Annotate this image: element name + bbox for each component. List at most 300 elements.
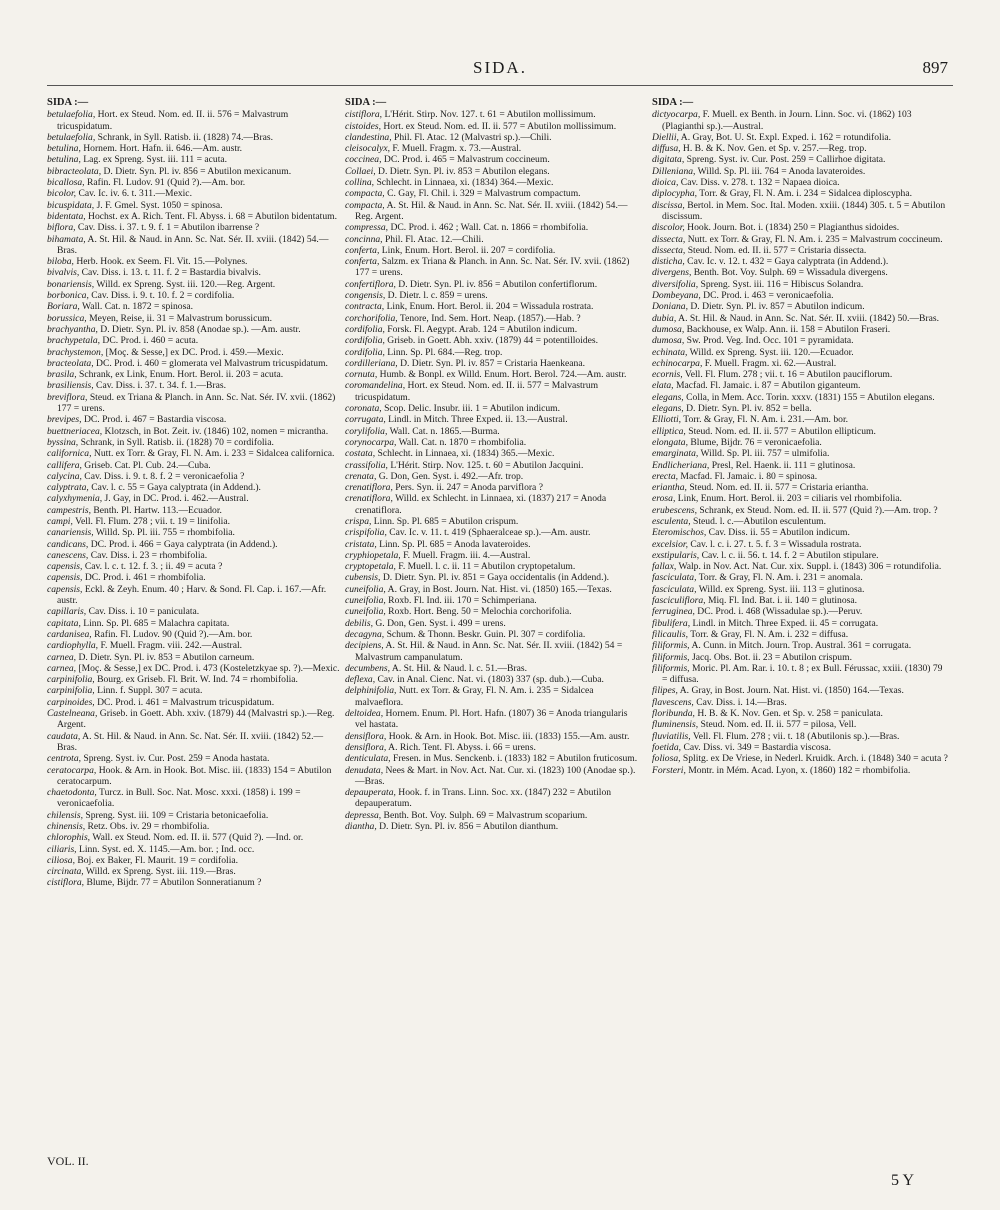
column-3: [652, 97, 948, 776]
index-entry: [47, 437, 343, 448]
entry-citation: Spreng. Syst. iv. Cur. Post. 259 = Callirhoe digitata.: [684, 154, 886, 166]
entry-citation: Willd. ex Spreng. Syst. iii. 113 = glutinosa.: [696, 583, 865, 595]
index-entry: [47, 426, 343, 437]
entry-citation: Linn. Sp. Pl. 685 = Anoda lavateroides.: [376, 538, 531, 550]
species-epithet: cordilleriana,: [345, 357, 398, 369]
index-entry: [345, 414, 641, 425]
species-epithet: chinensis,: [47, 821, 86, 832]
entry-citation: A. St. Hil. & Naud. in Ann. Sc. Nat. Sér. II. xviii. (1842) 54.—Reg. Argent.: [355, 199, 628, 222]
index-entry: [652, 437, 948, 448]
index-entry: [652, 177, 948, 188]
entry-citation: D. Dietr. l. c. 859 = urens.: [385, 290, 488, 302]
index-entry: [652, 143, 948, 154]
species-epithet: depressa,: [345, 809, 382, 821]
entry-citation: Roxb. Fl. Ind. iii. 170 = Schimperiana.: [385, 595, 537, 607]
index-entry: [47, 685, 343, 696]
species-epithet: cardanisea,: [47, 628, 92, 640]
entry-citation: Montr. in Mém. Acad. Lyon, x. (1860) 182 = rhombifolia.: [685, 764, 911, 776]
entry-citation: J. F. Gmel. Syst. 1050 = spinosa.: [94, 199, 223, 211]
index-entry: [652, 358, 948, 369]
entry-citation: Meyen, Reise, ii. 31 = Malvastrum borussicum.: [86, 312, 272, 324]
index-entry: [345, 640, 641, 663]
entry-citation: D. Dietr. Syn. Pl. iv. 856 = Abutilon dianthum.: [376, 821, 559, 832]
species-epithet: filicaulis,: [652, 628, 688, 640]
page-number: 897: [922, 58, 948, 77]
index-entry: [345, 753, 641, 764]
entry-citation: Sw. Prod. Veg. Ind. Occ. 101 = pyramidata.: [684, 335, 854, 347]
entry-citation: Bertol. in Mem. Soc. Ital. Moden. xxiii. (1844) 305. t. 5 = Abutilon discissum.: [662, 199, 946, 222]
species-epithet: ceratocarpa,: [47, 764, 97, 776]
entry-citation: Rafin. Fl. Ludov. 91 (Quid ?).—Am. bor.: [84, 177, 246, 189]
index-entry: [652, 245, 948, 256]
entry-citation: DC. Prod. i. 461 = rhombifolia.: [82, 572, 206, 584]
index-entry: [345, 335, 641, 346]
index-entry: [652, 505, 948, 516]
index-entry: [47, 256, 343, 267]
species-epithet: erosa,: [652, 493, 676, 505]
species-epithet: Diellii,: [652, 131, 679, 143]
species-epithet: crispifolia,: [345, 527, 387, 539]
index-entry: [345, 516, 641, 527]
entry-citation: Cav. l. c. i. 27. t. 5. f. 3 = Wissadula rostrata.: [687, 538, 862, 550]
entry-citation: Scop. Delic. Insubr. iii. 1 = Abutilon indicum.: [381, 403, 561, 415]
species-epithet: Collaei,: [345, 165, 376, 177]
index-entry: [345, 437, 641, 448]
species-epithet: corrugata,: [345, 414, 386, 426]
index-entry: [652, 753, 948, 764]
entry-citation: Colla, in Mem. Acc. Torin. xxxv. (1831) 155 = Abutilon elegans.: [683, 391, 935, 403]
index-entry: [345, 290, 641, 301]
index-entry: [652, 369, 948, 380]
entry-citation: Schum. & Thonn. Beskr. Guin. Pl. 307 = cordifolia.: [384, 628, 586, 640]
index-entry: [47, 753, 343, 764]
index-entry: [345, 561, 641, 572]
species-epithet: esculenta,: [652, 515, 691, 527]
entry-citation: Willd. Sp. Pl. iii. 764 = Anoda lavateroides.: [695, 165, 866, 177]
species-epithet: fluminensis,: [652, 719, 699, 731]
index-entry: [47, 222, 343, 233]
entry-citation: [Moç. & Sesse,] ex DC. Prod. i. 459.—Mexic.: [103, 346, 284, 358]
entry-citation: Humb. & Bonpl. ex Willd. Enum. Hort. Berol. 724.—Am. austr.: [377, 369, 627, 381]
entry-citation: DC. Prod. i. 463 = veronicaefolia.: [700, 290, 834, 302]
species-epithet: breviflora,: [47, 391, 88, 403]
index-entry: [47, 211, 343, 222]
species-epithet: cornuta,: [345, 369, 378, 381]
entry-citation: Miq. Fl. Ind. Bat. i. ii. 140 = glutinosa.: [705, 595, 858, 607]
species-epithet: clandestina,: [345, 131, 392, 143]
entry-citation: Hort. ex Steud. Nom. ed. II. ii. 577 = Malvastrum tricuspidatum.: [355, 380, 599, 403]
index-entry: [345, 765, 641, 788]
species-epithet: costata,: [345, 448, 376, 460]
entry-citation: DC. Prod. i. 467 = Bastardia viscosa.: [81, 414, 227, 426]
species-epithet: biloba,: [47, 256, 74, 268]
species-epithet: carpinoides,: [47, 696, 95, 708]
species-epithet: cryphiopetala,: [345, 549, 401, 561]
species-epithet: circinata,: [47, 866, 84, 878]
entry-citation: Lag. ex Spreng. Syst. iii. 111 = acuta.: [80, 154, 228, 166]
entry-citation: D. Dietr. Syn. Pl. iv. 858 (Anodae sp.). —Am. austr.: [97, 323, 301, 335]
species-epithet: capensis,: [47, 583, 83, 595]
index-entry: [345, 595, 641, 606]
index-entry: [652, 572, 948, 583]
species-epithet: filiformis,: [652, 640, 690, 652]
entry-citation: Roxb. Hort. Beng. 50 = Melochia corchorifolia.: [385, 606, 572, 618]
species-epithet: diantha,: [345, 821, 377, 832]
index-entry: [47, 188, 343, 199]
index-entry: [345, 324, 641, 335]
entry-citation: Willd. ex Spreng. Syst. iii. 119.—Bras.: [83, 866, 236, 878]
species-epithet: coronata,: [345, 403, 382, 415]
entry-citation: Hochst. ex A. Rich. Tent. Fl. Abyss. i. 68 = Abutilon bidentatum.: [85, 210, 337, 222]
index-entry: [47, 731, 343, 754]
index-entry: [652, 708, 948, 719]
species-epithet: elliptica,: [652, 425, 686, 437]
entry-citation: Fresen. in Mus. Senckenb. i. (1833) 182 = Abutilon fruticosum.: [390, 753, 638, 765]
species-epithet: corynocarpa,: [345, 436, 397, 448]
entry-citation: Wall. ex Steud. Nom. ed. II. ii. 577 (Quid ?). —Ind. or.: [90, 832, 304, 844]
species-epithet: filiformis,: [652, 651, 690, 663]
index-entry: [652, 166, 948, 177]
species-epithet: diversifolia,: [652, 278, 699, 290]
index-entry: [345, 810, 641, 821]
species-epithet: erubescens,: [652, 504, 698, 516]
entry-citation: Phil. Fl. Atac. 12 (Malvastri sp.).—Chili.: [391, 131, 552, 143]
entry-citation: DC. Prod. i. 460 = glomerata vel Malvastrum tricuspidatum.: [93, 357, 328, 369]
species-epithet: filipes,: [652, 685, 678, 697]
species-epithet: cuneifolia,: [345, 606, 386, 618]
index-entry: [345, 618, 641, 629]
entry-citation: H. B. & K. Nov. Gen. et Sp. v. 258 = paniculata.: [694, 708, 883, 720]
entry-citation: Wall. Cat. n. 1865.—Burma.: [387, 425, 500, 437]
index-entry: [345, 448, 641, 459]
species-epithet: delphinifolia,: [345, 685, 397, 697]
entry-citation: Benth. Bot. Voy. Sulph. 69 = Malvastrum scoparium.: [381, 809, 588, 821]
species-epithet: canescens,: [47, 549, 89, 561]
index-entry: [345, 222, 641, 233]
index-entry: [47, 392, 343, 415]
entry-citation: Vell. Fl. Flum. 278 ; vii. t. 16 = Abutilon pauciflorum.: [682, 369, 893, 381]
species-epithet: emarginata,: [652, 448, 699, 460]
index-entry: [47, 527, 343, 538]
entry-citation: Benth. Pl. Hartw. 113.—Ecuador.: [90, 504, 222, 516]
index-entry: [345, 629, 641, 640]
species-epithet: ecornis,: [652, 369, 683, 381]
species-epithet: diffusa,: [652, 143, 681, 155]
index-entry: [652, 109, 948, 132]
species-epithet: ciliaris,: [47, 843, 77, 855]
entry-citation: Hort. ex Steud. Nom. ed. II. ii. 576 = Malvastrum tricuspidatum.: [57, 109, 289, 132]
species-epithet: Forsteri,: [652, 764, 686, 776]
entry-citation: Torr. & Gray, Fl. N. Am. i. 231 = anomala.: [696, 572, 863, 584]
species-epithet: Endlicheriana,: [652, 459, 710, 471]
entry-citation: A. St. Hil. & Naud. in Ann. Sc. Nat. Sér. II. xviii. (1842) 54.—Bras.: [57, 233, 329, 256]
index-entry: [47, 866, 343, 877]
entry-citation: Hook. f. in Trans. Linn. Soc. xx. (1847) 232 = Abutilon depauperatum.: [355, 787, 612, 810]
entry-citation: Turcz. in Bull. Soc. Nat. Mosc. xxxi. (1858) i. 199 = veronicaefolia.: [57, 787, 301, 810]
species-epithet: betulaefolia,: [47, 109, 96, 121]
index-entry: [652, 267, 948, 278]
entry-citation: A. Rich. Tent. Fl. Abyss. i. 66 = urens.: [386, 741, 536, 753]
index-entry: [47, 369, 343, 380]
species-epithet: cuneifolia,: [345, 595, 386, 607]
index-entry: [345, 708, 641, 731]
entry-citation: Hornem. Hort. Hafn. ii. 646.—Am. austr.: [80, 143, 243, 155]
index-entry: [652, 618, 948, 629]
species-epithet: carpinifolia,: [47, 685, 95, 697]
entry-citation: Splitg. ex De Vriese, in Nederl. Kruidk. Arch. i. (1848) 340 = acuta ?: [680, 753, 948, 765]
species-epithet: fasciculata,: [652, 572, 697, 584]
species-epithet: campestris,: [47, 504, 91, 516]
index-entry: [47, 697, 343, 708]
entry-citation: Cav. Diss. ii. 55 = Abutilon indicum.: [706, 527, 850, 539]
species-epithet: discissa,: [652, 199, 685, 211]
entry-citation: Vell. Fl. Flum. 278 ; vii. t. 18 (Abutilonis sp.).—Bras.: [690, 730, 900, 742]
entry-citation: Nutt. ex Torr. & Gray, Fl. N. Am. i. 235 = Malvastrum coccineum.: [685, 233, 943, 245]
index-entry: [652, 685, 948, 696]
index-entry: [652, 380, 948, 391]
column-heading: SIDA :—: [345, 97, 387, 108]
entry-citation: Steud. l. c.—Abutilon esculentum.: [690, 515, 827, 527]
index-entry: [345, 584, 641, 595]
species-epithet: coromandelina,: [345, 380, 406, 392]
entry-citation: Cav. Ic. v. 11. t. 419 (Sphaeralceae sp.).—Am. austr.: [386, 527, 591, 539]
column-2: [345, 97, 641, 832]
index-entry: [652, 606, 948, 617]
entry-citation: Torr. & Gray, Fl. N. Am. i. 231.—Am. bor.: [681, 414, 849, 426]
entry-citation: F. Muell. ex Benth. in Journ. Linn. Soc. vi. (1862) 103 (Plagianthi sp.).—Austral.: [662, 109, 912, 132]
entry-citation: Klotzsch, in Bot. Zeit. iv. (1846) 102, nomen = micrantha.: [102, 425, 329, 437]
entry-citation: Boj. ex Baker, Fl. Maurit. 19 = cordifolia.: [74, 854, 239, 866]
index-entry: [47, 539, 343, 550]
species-epithet: callifera,: [47, 459, 82, 471]
index-entry: [652, 392, 948, 403]
species-epithet: Castelneana,: [47, 708, 98, 720]
index-entry: [345, 493, 641, 516]
index-entry: [652, 482, 948, 493]
index-entry: [345, 403, 641, 414]
index-entry: [47, 877, 343, 888]
species-epithet: bicallosa,: [47, 177, 85, 189]
species-epithet: foliosa,: [652, 753, 681, 765]
species-epithet: fluviatilis,: [652, 730, 691, 742]
species-epithet: Boriara,: [47, 301, 80, 313]
index-entry: [652, 256, 948, 267]
species-epithet: crispa,: [345, 515, 372, 527]
index-entry: [47, 358, 343, 369]
index-entry: [47, 414, 343, 425]
index-entry: [652, 426, 948, 437]
species-epithet: erecta,: [652, 470, 679, 482]
entry-citation: A. St. Hil. & Naud. l. c. 51.—Bras.: [390, 662, 528, 674]
entry-citation: F. Muell. Fragm. x. 73.—Austral.: [390, 143, 522, 155]
entry-citation: Moric. Pl. Am. Rar. i. 10. t. 8 ; ex Bull. Férussac, xxiii. (1830) 79 = diffusa.: [662, 662, 943, 686]
entry-citation: Retz. Obs. iv. 29 = rhombifolia.: [85, 821, 210, 832]
index-entry: [652, 539, 948, 550]
entry-citation: Tenore, Ind. Sem. Hort. Neap. (1857).—Hab. ?: [397, 312, 581, 324]
species-epithet: crenatiflora,: [345, 493, 393, 505]
species-epithet: deflexa,: [345, 674, 376, 686]
entry-citation: Cav. Diss. i. 10 = paniculata.: [86, 606, 200, 618]
index-entry: [652, 403, 948, 414]
entry-citation: Hornem. Enum. Pl. Hort. Hafn. (1807) 36 = Anoda triangularis vel hastata.: [355, 708, 628, 731]
species-epithet: confertiflora,: [345, 278, 396, 290]
species-epithet: dictyocarpa,: [652, 109, 701, 121]
entry-citation: Blume, Bijdr. 77 = Abutilon Sonneratianum ?: [84, 877, 262, 889]
entry-citation: H. B. & K. Nov. Gen. et Sp. v. 257.—Reg. trop.: [680, 143, 867, 155]
species-epithet: corylifolia,: [345, 425, 388, 437]
species-epithet: capillaris,: [47, 606, 87, 618]
index-entry: [345, 132, 641, 143]
index-entry: [47, 109, 343, 132]
index-entry: [47, 640, 343, 651]
species-epithet: brachyantha,: [47, 323, 98, 335]
index-entry: [652, 335, 948, 346]
index-entry: [47, 448, 343, 459]
index-entry: [652, 471, 948, 482]
entry-citation: Willd. Sp. Pl. iii. 755 = rhombifolia.: [93, 527, 235, 539]
index-entry: [652, 324, 948, 335]
species-epithet: excelsior,: [652, 538, 688, 550]
index-entry: [47, 143, 343, 154]
entry-citation: Wall. Cat. n. 1870 = rhombifolia.: [396, 436, 527, 448]
entry-citation: G. Don, Gen. Syst. i. 492.—Afr. trop.: [376, 470, 524, 482]
column-heading: SIDA :—: [47, 97, 89, 108]
species-epithet: disticha,: [652, 256, 685, 268]
entry-citation: Hook. & Arn. in Hook. Bot. Misc. iii. (1833) 154 = Abutilon ceratocarpum.: [57, 764, 332, 787]
index-entry: [652, 584, 948, 595]
species-epithet: biflora,: [47, 222, 76, 234]
index-entry: [345, 550, 641, 561]
species-epithet: dissecta,: [652, 244, 686, 256]
entry-citation: Spreng. Syst. iv. Cur. Post. 259 = Anoda hastata.: [81, 753, 270, 765]
index-entry: [47, 505, 343, 516]
species-epithet: calyxhymenia,: [47, 493, 103, 505]
index-entry: [345, 787, 641, 810]
index-entry: [652, 222, 948, 233]
entry-citation: Willd. ex Schlecht. in Linnaea, xi. (1837) 217 = Anoda crenatiflora.: [355, 493, 607, 516]
entry-citation: J. Gay, in DC. Prod. i. 462.—Austral.: [102, 493, 249, 505]
entry-citation: Cav. l. c. t. 12. f. 3. ; ii. 49 = acuta ?: [82, 561, 223, 573]
volume-label: VOL. II.: [47, 1154, 89, 1168]
species-epithet: chlorophis,: [47, 832, 91, 844]
species-epithet: capensis,: [47, 561, 83, 573]
index-entry: [652, 460, 948, 471]
index-entry: [47, 855, 343, 866]
index-entry: [345, 347, 641, 358]
species-epithet: contracta,: [345, 301, 385, 313]
species-epithet: bonariensis,: [47, 278, 95, 290]
entry-citation: A. Cunn. in Mitch. Journ. Trop. Austral. 361 = corrugata.: [689, 640, 912, 652]
species-epithet: fibulifera,: [652, 617, 691, 629]
entry-citation: Cav. Diss. v. 278. t. 132 = Napaea dioica.: [678, 177, 840, 189]
entry-citation: Jacq. Obs. Bot. ii. 23 = Abutilon crispum.: [689, 651, 852, 663]
species-epithet: coccinea,: [345, 154, 382, 166]
index-entry: [345, 527, 641, 538]
species-epithet: chilensis,: [47, 809, 83, 821]
species-epithet: chaetodonta,: [47, 787, 97, 799]
entry-citation: Link, Enum. Hort. Berol. ii. 204 = Wissadula rostrata.: [384, 301, 594, 313]
index-entry: [47, 787, 343, 810]
entry-citation: D. Dietr. Syn. Pl. iv. 851 = Gaya occidentalis (in Addend.).: [380, 572, 610, 584]
species-epithet: denticulata,: [345, 753, 391, 765]
species-epithet: cleisocalyx,: [345, 143, 391, 155]
entry-citation: Cav. Diss. i. 23 = rhombifolia.: [88, 549, 208, 561]
entry-citation: Linn. Sp. Pl. 685 = Abutilon crispum.: [371, 515, 519, 527]
index-entry: [47, 493, 343, 504]
index-entry: [652, 527, 948, 538]
entry-citation: Link, Enum. Hort. Berol. ii. 207 = cordifolia.: [379, 244, 556, 256]
entry-citation: Cav. l. c. 55 = Gaya calyptrata (in Addend.).: [88, 482, 261, 494]
entry-citation: DC. Prod. i. 468 (Wissadulae sp.).—Peruv.: [694, 606, 863, 618]
species-epithet: elegans,: [652, 403, 684, 415]
index-entry: [345, 685, 641, 708]
species-epithet: caudata,: [47, 730, 81, 742]
entry-citation: Cav. Diss. i. 37. t. 9. f. 1 = Abutilon ibarrense ?: [75, 222, 260, 234]
entry-citation: Pers. Syn. ii. 247 = Anoda parviflora ?: [392, 482, 543, 494]
entry-citation: Walp. in Nov. Act. Nat. Cur. xix. Suppl. i. (1843) 306 = rotundifolia.: [676, 561, 942, 573]
species-epithet: ferruginea,: [652, 606, 695, 618]
index-entry: [47, 674, 343, 685]
species-epithet: compacta,: [345, 199, 385, 211]
index-entry: [345, 234, 641, 245]
index-entry: [47, 584, 343, 607]
index-entry: [345, 245, 641, 256]
entry-citation: Willd. Sp. Pl. iii. 757 = ulmifolia.: [698, 448, 830, 460]
entry-citation: Macfad. Fl. Jamaic. i. 80 = spinosa.: [678, 470, 818, 482]
entry-citation: Torr. & Gray, Fl. N. Am. i. 232 = diffusa.: [687, 628, 849, 640]
index-entry: [345, 674, 641, 685]
entry-citation: A. Gray, in Bost. Journ. Nat. Hist. vi. (1850) 164.—Texas.: [677, 685, 904, 697]
entry-citation: Schlecht. in Linnaea, xi. (1834) 364.—Mexic.: [374, 177, 554, 189]
species-epithet: echinata,: [652, 346, 688, 358]
entry-citation: A. Gray, Bot. U. St. Expl. Exped. i. 162 = rotundifolia.: [678, 131, 892, 143]
species-epithet: divergens,: [652, 267, 692, 279]
entry-citation: Willd. ex Spreng. Syst. iii. 120.—Reg. Argent.: [94, 278, 276, 290]
index-entry: [652, 516, 948, 527]
entry-citation: Steud. Nom. ed. II. ii. 577 = pilosa, Vell.: [698, 719, 857, 731]
index-entry: [345, 460, 641, 471]
entry-citation: Linn. Syst. ed. X. 1145.—Am. bor. ; Ind. occ.: [76, 843, 255, 855]
species-epithet: congensis,: [345, 290, 386, 302]
index-entry: [345, 731, 641, 742]
species-epithet: bidentata,: [47, 210, 86, 222]
entry-citation: Link, Enum. Hort. Berol. ii. 203 = ciliaris vel rhombifolia.: [675, 493, 902, 505]
entry-citation: Hort. ex Steud. Nom. ed. II. ii. 577 = Abutilon mollissimum.: [380, 120, 617, 132]
species-epithet: decagyna,: [345, 628, 385, 640]
entry-citation: Lindl. in Mitch. Three Exped. ii. 13.—Austral.: [385, 414, 568, 426]
entry-citation: F. Muell. Fragm. xi. 62.—Austral.: [702, 357, 837, 369]
species-epithet: Eteromischos,: [652, 527, 707, 539]
species-epithet: bibracteolata,: [47, 165, 102, 177]
species-epithet: cubensis,: [345, 572, 381, 584]
entry-citation: Linn. Sp. Pl. 685 = Malachra capitata.: [80, 617, 230, 629]
entry-citation: Bourg. ex Griseb. Fl. Brit. W. Ind. 74 = rhombifolia.: [94, 674, 298, 686]
entry-citation: Hook. Journ. Bot. i. (1834) 250 = Plagianthus sidoides.: [684, 222, 900, 234]
entry-citation: Salzm. ex Triana & Planch. in Ann. Sc. Nat. Sér. IV. xvii. (1862) 177 = urens.: [355, 256, 630, 279]
index-entry: [345, 471, 641, 482]
entry-citation: C. Gay, Fl. Chil. i. 329 = Malvastrum compactum.: [384, 188, 581, 200]
entry-citation: Spreng. Syst. iii. 109 = Cristaria betonicaefolia.: [82, 809, 269, 821]
index-entry: [47, 200, 343, 211]
species-epithet: borussica,: [47, 312, 87, 324]
entry-citation: D. Dietr. Syn. Pl. iv. 853 = Abutilon elegans.: [375, 165, 550, 177]
species-epithet: capensis,: [47, 572, 83, 584]
index-entry: [345, 358, 641, 369]
species-epithet: concinna,: [345, 233, 383, 245]
index-entry: [652, 629, 948, 640]
species-epithet: carnea,: [47, 662, 77, 674]
index-entry: [652, 493, 948, 504]
